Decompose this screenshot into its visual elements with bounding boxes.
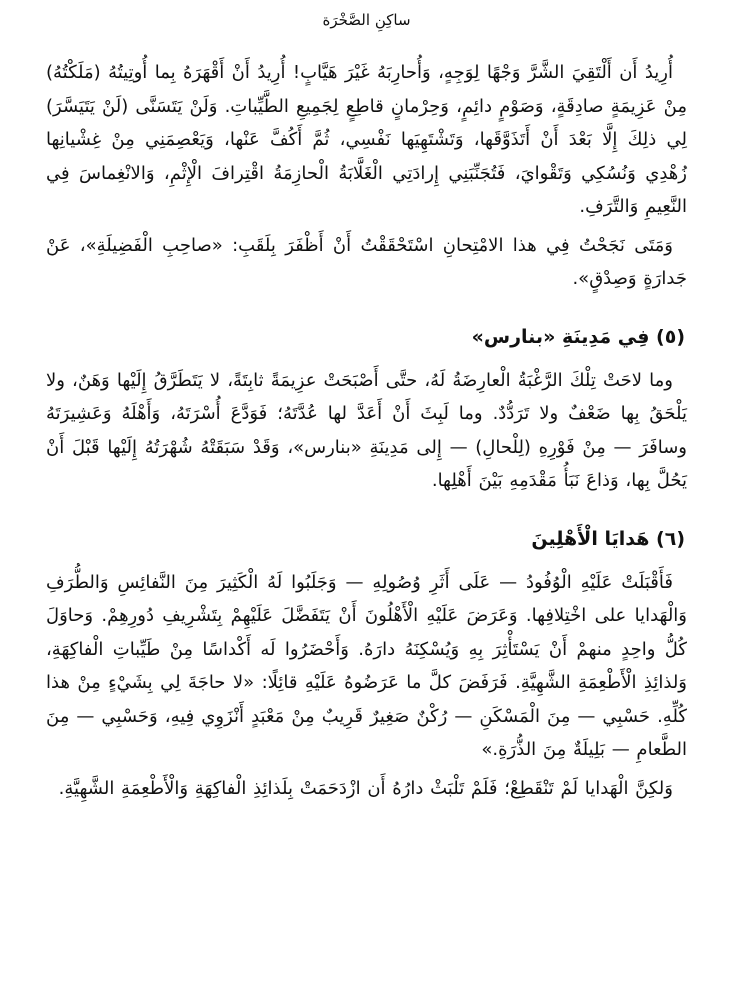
paragraph: وَمَتَى نَجَحْتُ فِي هذا الامْتِحانِ اسْتَحْقَقْتُ أَنْ أَظْفَرَ بِلَقَبِ: «صاحِبِ الْفَضِيلَةِ»، عَنْ جَدارَةٍ وَصِدْقٍ». <box>46 234 687 289</box>
section-title-text: فِي مَدِينَةِ «بنارس» <box>471 325 650 348</box>
section-number: (٦) <box>656 527 685 550</box>
section-heading <box>46 322 687 352</box>
section-title-text: هَدايَا الْأَهْلِينَ <box>531 527 650 550</box>
paragraph: وما لاحَتْ تِلْكَ الرَّغْبَةُ الْعارِضَةُ لَهُ، حتَّى أَصْبَحَتْ عزِيمَةً ثابِتَةً، لا يَتَطَرَّقُ إِلَيْها وَهَنٌ، ولا يَلْحَقُ بِها ضَعْفٌ ولا تَرَدُّدٌ. وما لَبِثَ أَنْ أَعَدَّ لها عُدَّتَهُ؛ فَوَدَّعَ أُسْرَتَهُ، وَأَهْلَهُ وَعَشِيرَتَهُ وسافَرَ — مِنْ فَوْرِهِ (لِلْحالِ) — إِلى مَدِينَةِ «بنارس»، وَقَدْ سَبَقَتْهُ شُهْرَتُهُ إِلَيْها قَبْلَ أَنْ يَحُلَّ بِها، وَذاعَ نَبَأُ مَقْدَمِهِ بَيْنَ أَهْلِها. <box>46 369 687 491</box>
paragraph: فَأَقْبَلَتْ عَلَيْهِ الْوُفُودُ — عَلَى أَثَرِ وُصُولِهِ — وَجَلَبُوا لَهُ الْكَثِيرَ مِنَ النَّفائِسِ وَالطُّرَفِ وَالْهَدايا على اخْتِلافِها. وَعَرَضَ عَلَيْهِ الْأَهْلُونَ أَنْ يَتَفَضَّلَ عَلَيْهِمْ بِتَشْرِيفِ دُورِهِمْ. وَحاوَلَ كُلُّ واحِدٍ منهمْ أَنْ يَسْتَأْثِرَ بِهِ وَيُسْكِنَهُ دارَهُ. وَأَحْضَرُوا لَه أَكْداسًا مِنْ طَيِّباتِ الْفاكِهَةِ، وَلذائِذِ الْأَطْعِمَةِ الشَّهِيَّةِ. فَرَفَضَ كلَّ ما عَرَضُوهُ عَلَيْهِ قائِلًا: «لا حاجَةَ لِي بِشَيْءٍ مِنْ هذا كُلِّهِ. حَسْبِي — مِنَ الْمَسْكَنِ — رُكْنٌ صَغِيرٌ قَرِيبٌ مِنْ مَعْبَدٍ أَنْزَوِي فِيهِ، وَحَسْبِي — مِنَ الطَّعامِ — بَلِيلَةٌ مِنَ الذُّرَةِ.» <box>46 571 687 760</box>
paragraph: وَلكِنَّ الْهَدايا لَمْ تَنْقَطِعْ؛ فَلَمْ تَلْبَثْ دارُهُ أَن ازْدَحَمَتْ بِلَذائِذِ الْفاكِهَةِ وَالْأَطْعِمَةِ الشَّهِيَّةِ. <box>58 777 673 799</box>
section-heading <box>46 524 687 554</box>
section-number: (٥) <box>656 325 685 348</box>
paragraph: أُرِيدُ أَن أَلْتَقِيَ الشَّرَّ وَجْهًا لِوَجِهٍ، وَأُحارِبَهُ غَيْرَ هَيَّابٍ! أُرِيدُ أَنْ أَقْهَرَهُ بِما أُوتِيتُهُ (مَلَكْتُهُ) مِنْ عَزِيمَةٍ صادِقَةٍ، وَصَوْمٍ دائِمٍ، وَحِرْمانٍ قاطِعٍ لِجَمِيعِ الطَّيِّباتِ. وَلَنْ يَتَسَنَّى (لَنْ يَتَيَسَّرَ) لِي ذلِكَ إِلَّا بَعْدَ أَنْ أَتَذَوَّقَها، وَتَشْتَهِيَها نَفْسِي، ثُمَّ أَكُفَّ عَنْها، وَيَعْصِمَنِي مِنْ غِشْيانِها زُهْدِي وَنُسُكِي وَتَقْوايَ، فَتُجَنِّبَنِي إِرادَتِي الْغَلَّابَةُ الْحازِمَةُ اقْتِرافَ الْإِثْمِ، وَالانْغِماسَ فِي النَّعِيمِ وَالتَّرَفِ. <box>46 62 687 217</box>
running-header: ساكِنِ الصَّخْرَة <box>322 11 411 29</box>
